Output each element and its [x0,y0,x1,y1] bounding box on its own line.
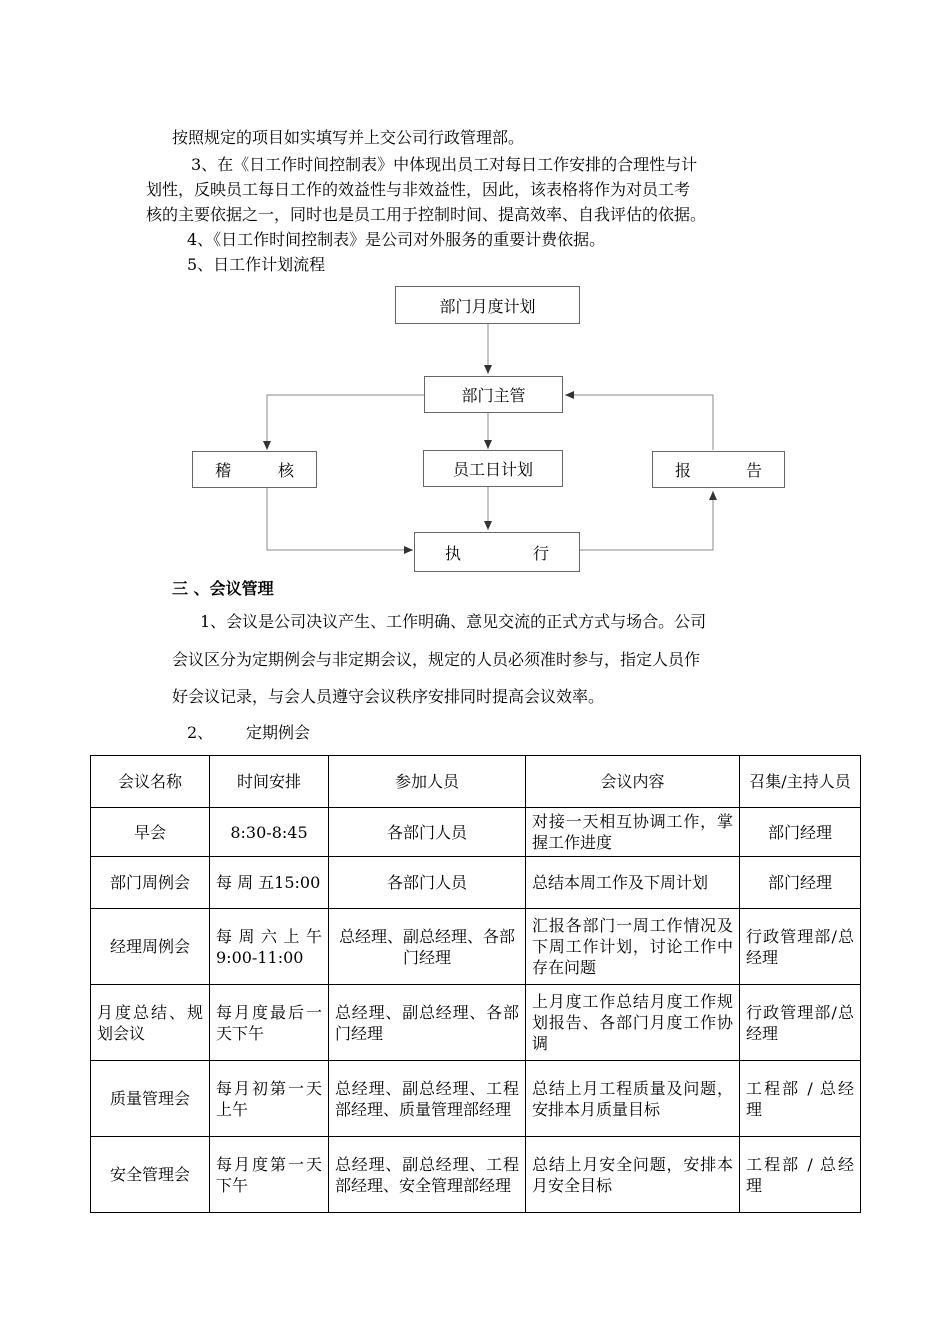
cell-meeting-name: 月度总结、规划会议 [91,985,210,1061]
cell-host: 部门经理 [740,808,861,857]
cell-attendees: 总经理、副总经理、各部门经理 [329,985,526,1061]
intro-line-1: 按照规定的项目如实填写并上交公司行政管理部。 [172,128,525,147]
flow-box-dept-supervisor [424,376,563,413]
flow-label-report-2: 告 [745,461,762,480]
flow-label-report-1: 报 [675,461,692,480]
flow-box-audit [192,451,317,488]
table-row [91,985,861,1061]
cell-time: 每月初第一天上午 [210,1061,329,1137]
cell-content: 对接一天相互协调工作，掌握工作进度 [526,808,740,857]
header-attendees: 参加人员 [329,756,526,808]
flow-box-dept-monthly-plan [395,286,580,324]
flow-label-execute-1: 执 [445,543,462,563]
flow-box-report [652,451,785,488]
intro-item-5: 5、日工作计划流程 [187,255,326,274]
section-3-para-line-3: 好会议记录，与会人员遵守会议秩序安排同时提高会议效率。 [172,687,605,706]
cell-attendees: 总经理、副总经理、工程部经理、质量管理部经理 [329,1061,526,1137]
flow-label-audit-1: 稽 [215,461,232,480]
cell-time: 每月度最后一天下午 [210,985,329,1061]
cell-content: 总结上月安全问题，安排本月安全目标 [526,1137,740,1213]
table-row [91,808,861,857]
intro-item-4: 4、《日工作时间控制表》是公司对外服务的重要计费依据。 [187,230,606,249]
table-row [91,909,861,985]
cell-content: 汇报各部门一周工作情况及下周工作计划，讨论工作中存在问题 [526,909,740,985]
flow-box-execute [414,532,580,572]
intro-item-3-line-2: 划性，反映员工每日工作的效益性与非效益性，因此，该表格将作为对员工考 [146,180,691,199]
flow-label-execute-2: 行 [532,543,549,563]
table-row [91,1061,861,1137]
section-3-para-line-2: 会议区分为定期例会与非定期会议，规定的人员必须准时参与，指定人员作 [172,650,701,669]
cell-content: 上月度工作总结月度工作规划报告、各部门月度工作协调 [526,985,740,1061]
regular-meetings-table [90,755,861,1213]
flow-label-audit-2: 核 [277,461,294,480]
arrow-audit-to-execute [267,488,413,550]
cell-host: 行政管理部/总经理 [740,909,861,985]
cell-time: 每 周 五15:00 [210,857,329,909]
item-2-label: 定期例会 [246,723,311,742]
cell-host: 行政管理部/总经理 [740,985,861,1061]
cell-attendees: 总经理、副总经理、工程部经理、安全管理部经理 [329,1137,526,1213]
cell-attendees: 各部门人员 [329,857,526,909]
flow-label-employee-daily-plan: 员工日计划 [452,460,533,479]
cell-time: 每月度第一天下午 [210,1137,329,1213]
cell-meeting-name: 经理周例会 [91,909,210,985]
section-3-title: 三 、会议管理 [172,579,274,598]
table-header-row [91,756,861,808]
cell-time: 每周六上午9:00-11:00 [210,909,329,985]
cell-host: 工程部 / 总经理 [740,1137,861,1213]
section-3-para-line-1: 1、会议是公司决议产生、工作明确、意见交流的正式方式与场合。公司 [200,612,707,631]
cell-content: 总结上月工程质量及问题，安排本月质量目标 [526,1061,740,1137]
cell-meeting-name: 部门周例会 [91,857,210,909]
header-host: 召集/主持人员 [740,756,861,808]
arrow-supervisor-to-audit [267,395,424,450]
header-content: 会议内容 [526,756,740,808]
cell-meeting-name: 安全管理会 [91,1137,210,1213]
cell-host: 工程部 / 总经理 [740,1061,861,1137]
header-meeting-name: 会议名称 [91,756,210,808]
intro-item-3-line-3: 核的主要依据之一，同时也是员工用于控制时间、提高效率、自我评估的依据。 [146,205,707,224]
cell-time: 8:30-8:45 [210,808,329,857]
cell-attendees: 总经理、副总经理、各部门经理 [329,909,526,985]
flow-box-employee-daily-plan [423,450,563,487]
arrow-execute-to-report [580,491,713,550]
flow-label-dept-supervisor: 部门主管 [461,386,526,405]
item-2-number: 2、 [187,723,214,742]
header-time: 时间安排 [210,756,329,808]
table-row [91,857,861,909]
flow-label-dept-monthly-plan: 部门月度计划 [439,296,536,316]
intro-item-3-line-1: 3、在《日工作时间控制表》中体现出员工对每日工作安排的合理性与计 [191,155,698,174]
cell-host: 部门经理 [740,857,861,909]
cell-meeting-name: 质量管理会 [91,1061,210,1137]
cell-attendees: 各部门人员 [329,808,526,857]
cell-content: 总结本周工作及下周计划 [526,857,740,909]
table-row [91,1137,861,1213]
cell-meeting-name: 早会 [91,808,210,857]
arrow-report-to-supervisor [565,395,713,450]
